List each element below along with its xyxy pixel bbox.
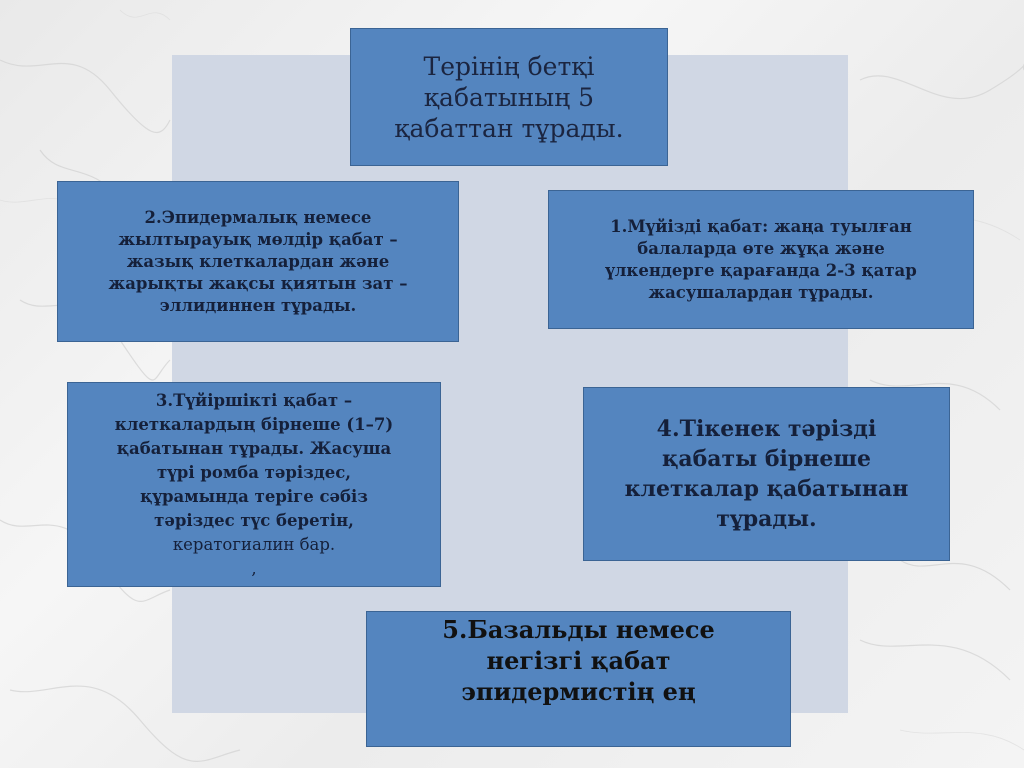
layer-3-text: кератогиалин бар. <box>172 534 336 554</box>
layer-1-box <box>548 190 974 329</box>
layer-4-text: 4.Тікенек тәрізді <box>656 416 877 442</box>
layer-3-text: түрі ромба тәріздес, <box>156 462 352 482</box>
layer-5-box <box>366 611 791 747</box>
layer-4-text: қабаты бірнеше <box>661 446 872 472</box>
layer-3-text: , <box>251 558 257 578</box>
title-line: қабатының 5 <box>423 82 595 112</box>
layer-2-text: эллидиннен тұрады. <box>159 295 357 315</box>
layer-3-text: қабатынан тұрады. Жасуша <box>116 438 392 458</box>
layer-1-text: жасушалардан тұрады. <box>648 282 874 302</box>
layer-5-text: 5.Базальды немесе <box>442 615 715 644</box>
title-line: Терінің бетқі <box>423 51 595 81</box>
layer-2-text: жылтырауық мөлдір қабат – <box>118 229 398 249</box>
layer-2-text: жарықты жақсы қиятын зат – <box>108 273 408 293</box>
layer-1-text: 1.Мүйізді қабат: жаңа туылған <box>610 216 912 236</box>
layer-3-text: тәріздес түс беретін, <box>154 510 354 530</box>
layer-2-text: жазық клеткалардан және <box>126 251 390 271</box>
layer-1-text: балаларда өте жұқа және <box>637 238 885 258</box>
layer-2-box <box>57 181 459 342</box>
layer-4-text: тұрады. <box>716 506 817 532</box>
title-line: қабаттан тұрады. <box>394 113 624 143</box>
layer-3-text: 3.Түйіршікті қабат – <box>155 390 353 410</box>
layer-1-text: үлкендерге қарағанда 2-3 қатар <box>605 260 917 280</box>
layer-4-text: клеткалар қабатынан <box>624 476 909 502</box>
layer-5-text: эпидермистің ең <box>461 677 696 706</box>
layer-2-text: 2.Эпидермалық немесе <box>144 207 372 227</box>
layer-3-text: клеткалардың бірнеше (1–7) <box>114 414 394 434</box>
layer-5-text: негізгі қабат <box>486 646 671 675</box>
title-box <box>350 28 668 166</box>
layer-3-box <box>67 382 441 587</box>
layer-3-text: құрамында теріге сәбіз <box>140 486 368 506</box>
layer-4-box <box>583 387 950 561</box>
